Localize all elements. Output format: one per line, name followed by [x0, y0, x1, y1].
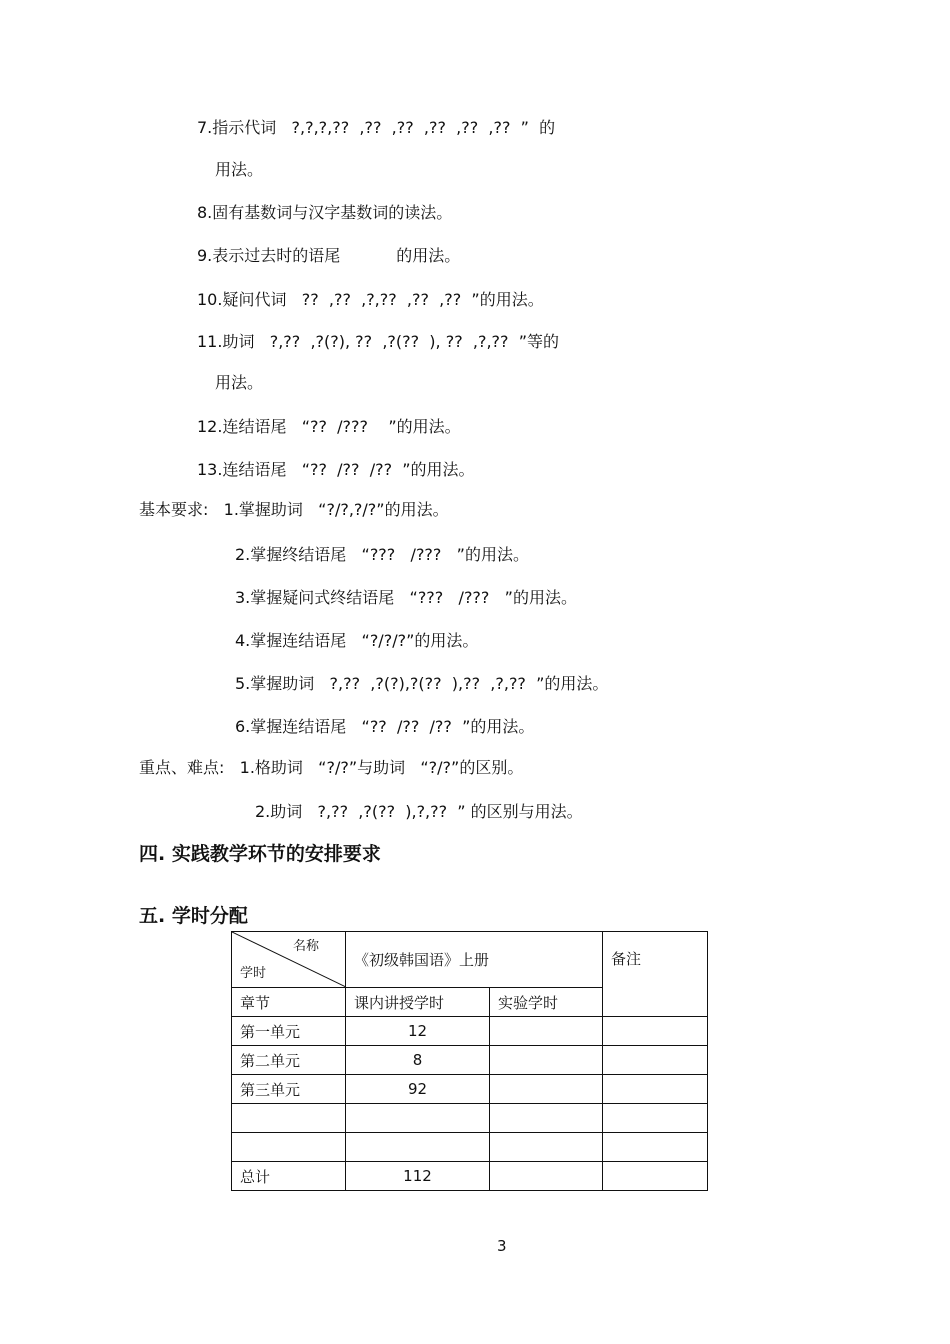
item-7: 7.指示代词 ?,?,?,?? ,?? ,?? ,?? ,?? ,?? ” 的 [197, 118, 556, 137]
lab-cell [490, 1104, 603, 1133]
basic-req-3: 3.掌握疑问式终结语尾 “??? /??? ”的用法。 [235, 588, 577, 607]
lab-cell [490, 1046, 603, 1075]
table-total-row [232, 1162, 708, 1191]
item-11: 11.助词 ?,?? ,?(?), ?? ,?(?? ), ?? ,?,?? ”等的 [197, 332, 559, 351]
remark-cell [603, 1133, 708, 1162]
basic-req-2: 2.掌握终结语尾 “??? /??? ”的用法。 [235, 545, 529, 564]
remark-cell [603, 1075, 708, 1104]
lab-cell [490, 1075, 603, 1104]
hours-allocation-table [231, 931, 708, 1191]
item-10: 10.疑问代词 ?? ,?? ,?,?? ,?? ,?? ”的用法。 [197, 290, 544, 309]
table-header-row [232, 932, 708, 988]
remark-cell [603, 1046, 708, 1075]
lecture-cell [346, 1133, 490, 1162]
remark-cell [603, 1104, 708, 1133]
table-row [232, 1104, 708, 1133]
basic-req-4: 4.掌握连结语尾 “?/?/?”的用法。 [235, 631, 479, 650]
table-row [232, 1046, 708, 1075]
chapter-cell: 第一单元 [232, 1017, 346, 1046]
course-title-cell: 《初级韩国语》上册 [346, 932, 603, 988]
item-12: 12.连结语尾 “?? /??? ”的用法。 [197, 417, 461, 436]
table-row [232, 1017, 708, 1046]
table-row [232, 1075, 708, 1104]
item-8: 8.固有基数词与汉字基数词的读法。 [197, 203, 453, 222]
chapter-cell [232, 1133, 346, 1162]
table-row [232, 1133, 708, 1162]
diagonal-header-cell [232, 932, 346, 988]
chapter-cell [232, 1104, 346, 1133]
total-value: 112 [346, 1162, 490, 1191]
key-point-2: 2.助词 ?,?? ,?(?? ),?,?? ” 的区别与用法。 [255, 802, 583, 821]
chapter-cell: 第二单元 [232, 1046, 346, 1075]
basic-req-5: 5.掌握助词 ?,?? ,?(?),?(?? ),?? ,?,?? ”的用法。 [235, 674, 609, 693]
key-points: 重点、难点: 1.格助词 “?/?”与助词 “?/?”的区别。 [139, 758, 524, 777]
remarks-header: 备注 [603, 932, 708, 1017]
section-5-heading: 五. 学时分配 [139, 905, 248, 927]
lecture-cell: 12 [346, 1017, 490, 1046]
lab-hours-header: 实验学时 [490, 988, 603, 1017]
lecture-hours-header: 课内讲授学时 [346, 988, 490, 1017]
item-9: 9.表示过去时的语尾 的用法。 [197, 246, 461, 265]
item-13: 13.连结语尾 “?? /?? /?? ”的用法。 [197, 460, 475, 479]
lab-cell [490, 1017, 603, 1046]
lecture-cell: 92 [346, 1075, 490, 1104]
page-number: 3 [497, 1237, 507, 1255]
total-remark-cell [603, 1162, 708, 1191]
total-lab-cell [490, 1162, 603, 1191]
item-7-cont: 用法。 [215, 160, 264, 179]
diag-bottom-label: 学时 [240, 966, 267, 981]
chapter-cell: 第三单元 [232, 1075, 346, 1104]
diag-top-label: 名称 [292, 939, 319, 954]
basic-req-6: 6.掌握连结语尾 “?? /?? /?? ”的用法。 [235, 717, 535, 736]
chapter-header: 章节 [232, 988, 346, 1017]
remark-cell [603, 1017, 708, 1046]
total-label: 总计 [232, 1162, 346, 1191]
item-11-cont: 用法。 [215, 373, 264, 392]
section-4-heading: 四. 实践教学环节的安排要求 [139, 843, 381, 865]
lab-cell [490, 1133, 603, 1162]
basic-requirements: 基本要求: 1.掌握助词 “?/?,?/?”的用法。 [139, 500, 449, 519]
lecture-cell [346, 1104, 490, 1133]
lecture-cell: 8 [346, 1046, 490, 1075]
